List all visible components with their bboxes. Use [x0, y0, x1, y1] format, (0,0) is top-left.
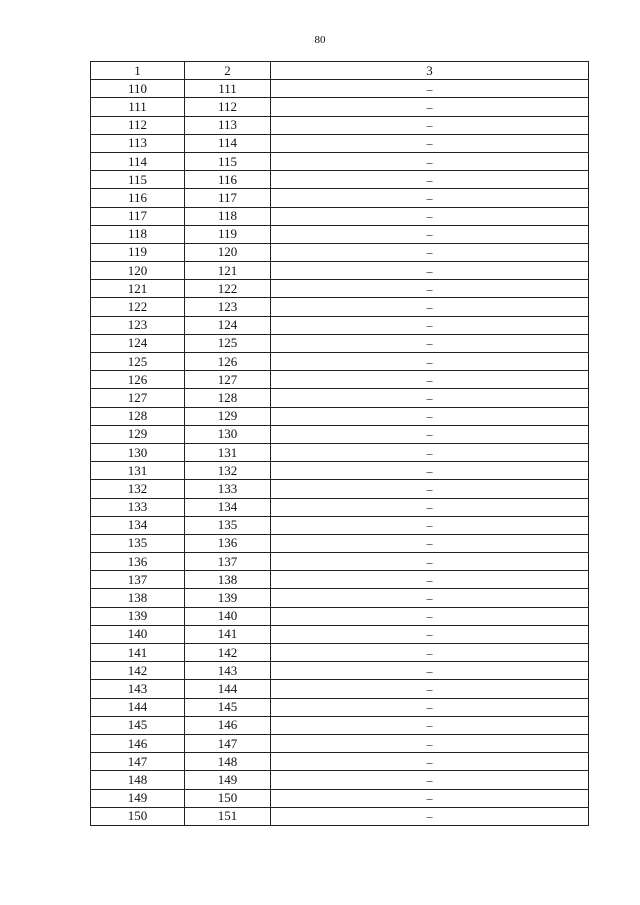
table-row: [91, 498, 589, 516]
table-row: [91, 280, 589, 298]
table-cell-col3: –: [271, 571, 589, 589]
table-cell-col2: 131: [185, 443, 271, 461]
table-cell-col1: 137: [91, 571, 185, 589]
table-cell-col2: 142: [185, 644, 271, 662]
table-cell-col2: 124: [185, 316, 271, 334]
table-cell-col3: –: [271, 425, 589, 443]
table-cell-col2: 113: [185, 116, 271, 134]
table-row: [91, 789, 589, 807]
table-cell-col3: –: [271, 171, 589, 189]
table-cell-col3: –: [271, 262, 589, 280]
table-cell-col1: 110: [91, 80, 185, 98]
table-body: [91, 80, 589, 826]
table-cell-col3: –: [271, 316, 589, 334]
table-cell-col1: 122: [91, 298, 185, 316]
table-row: [91, 534, 589, 552]
table-row: [91, 625, 589, 643]
table-cell-col3: –: [271, 716, 589, 734]
table-cell-col3: –: [271, 553, 589, 571]
table-row: [91, 662, 589, 680]
table-row: [91, 225, 589, 243]
table-cell-col3: –: [271, 589, 589, 607]
table-cell-col3: –: [271, 225, 589, 243]
table-cell-col2: 120: [185, 243, 271, 261]
table-cell-col2: 126: [185, 353, 271, 371]
table-row: [91, 771, 589, 789]
table-cell-col3: –: [271, 334, 589, 352]
table-header-row: [91, 62, 589, 80]
table-row: [91, 407, 589, 425]
table-cell-col2: 129: [185, 407, 271, 425]
table-cell-col2: 146: [185, 716, 271, 734]
table-cell-col1: 133: [91, 498, 185, 516]
table-row: [91, 753, 589, 771]
table-cell-col3: –: [271, 98, 589, 116]
table-cell-col1: 138: [91, 589, 185, 607]
table-cell-col3: –: [271, 462, 589, 480]
table-row: [91, 553, 589, 571]
table-cell-col2: 121: [185, 262, 271, 280]
table-cell-col2: 123: [185, 298, 271, 316]
table-cell-col1: 148: [91, 771, 185, 789]
table-cell-col2: 144: [185, 680, 271, 698]
table-row: [91, 462, 589, 480]
table-cell-col1: 150: [91, 807, 185, 825]
table-row: [91, 316, 589, 334]
table-row: [91, 698, 589, 716]
table-cell-col1: 131: [91, 462, 185, 480]
table-row: [91, 589, 589, 607]
table-row: [91, 443, 589, 461]
table-cell-col1: 124: [91, 334, 185, 352]
table-cell-col2: 138: [185, 571, 271, 589]
table-cell-col2: 132: [185, 462, 271, 480]
table-cell-col1: 118: [91, 225, 185, 243]
table-row: [91, 298, 589, 316]
table-cell-col2: 135: [185, 516, 271, 534]
table-cell-col2: 114: [185, 134, 271, 152]
table-cell-col1: 112: [91, 116, 185, 134]
table-cell-col1: 116: [91, 189, 185, 207]
table-cell-col2: 150: [185, 789, 271, 807]
table-row: [91, 571, 589, 589]
table-cell-col1: 125: [91, 353, 185, 371]
table-row: [91, 243, 589, 261]
table-row: [91, 371, 589, 389]
table-cell-col3: –: [271, 498, 589, 516]
table-cell-col3: –: [271, 353, 589, 371]
table-row: [91, 680, 589, 698]
page-number: 80: [314, 34, 326, 46]
table-cell-col1: 142: [91, 662, 185, 680]
table-cell-col3: –: [271, 662, 589, 680]
table-cell-col2: 119: [185, 225, 271, 243]
column-header-2: 2: [185, 62, 271, 80]
table-cell-col3: –: [271, 771, 589, 789]
table-cell-col1: 141: [91, 644, 185, 662]
table-cell-col3: –: [271, 698, 589, 716]
table-cell-col1: 140: [91, 625, 185, 643]
table-row: [91, 644, 589, 662]
table-cell-col2: 118: [185, 207, 271, 225]
table-cell-col1: 123: [91, 316, 185, 334]
table-cell-col1: 111: [91, 98, 185, 116]
table-cell-col2: 137: [185, 553, 271, 571]
table-cell-col2: 136: [185, 534, 271, 552]
table-row: [91, 334, 589, 352]
table-cell-col1: 127: [91, 389, 185, 407]
table-cell-col1: 119: [91, 243, 185, 261]
table-cell-col2: 122: [185, 280, 271, 298]
table-cell-col3: –: [271, 116, 589, 134]
table-cell-col2: 133: [185, 480, 271, 498]
table-cell-col3: –: [271, 207, 589, 225]
table-cell-col2: 115: [185, 152, 271, 170]
table-cell-col3: –: [271, 407, 589, 425]
table-cell-col2: 134: [185, 498, 271, 516]
table-cell-col2: 147: [185, 734, 271, 752]
table-cell-col2: 139: [185, 589, 271, 607]
table-row: [91, 607, 589, 625]
table-cell-col2: 151: [185, 807, 271, 825]
table-row: [91, 171, 589, 189]
table-cell-col1: 136: [91, 553, 185, 571]
table-cell-col2: 149: [185, 771, 271, 789]
table-row: [91, 389, 589, 407]
table-cell-col3: –: [271, 644, 589, 662]
table-cell-col2: 117: [185, 189, 271, 207]
table-cell-col1: 128: [91, 407, 185, 425]
table-cell-col3: –: [271, 80, 589, 98]
table-cell-col1: 115: [91, 171, 185, 189]
table-cell-col1: 145: [91, 716, 185, 734]
table-cell-col1: 132: [91, 480, 185, 498]
table-cell-col3: –: [271, 534, 589, 552]
column-header-1: 1: [91, 62, 185, 80]
table-cell-col1: 135: [91, 534, 185, 552]
table-cell-col3: –: [271, 680, 589, 698]
table-row: [91, 189, 589, 207]
table-cell-col3: –: [271, 389, 589, 407]
table-cell-col3: –: [271, 480, 589, 498]
table-cell-col3: –: [271, 607, 589, 625]
table-cell-col2: 111: [185, 80, 271, 98]
table-cell-col1: 129: [91, 425, 185, 443]
table-cell-col1: 143: [91, 680, 185, 698]
table-cell-col3: –: [271, 280, 589, 298]
table-row: [91, 207, 589, 225]
table-row: [91, 262, 589, 280]
table-cell-col1: 134: [91, 516, 185, 534]
table-cell-col3: –: [271, 753, 589, 771]
table-cell-col3: –: [271, 298, 589, 316]
table-row: [91, 98, 589, 116]
table-row: [91, 480, 589, 498]
data-table: [90, 61, 589, 826]
table-cell-col1: 117: [91, 207, 185, 225]
table-cell-col2: 116: [185, 171, 271, 189]
table-cell-col3: –: [271, 371, 589, 389]
table-row: [91, 807, 589, 825]
table-cell-col3: –: [271, 516, 589, 534]
table-cell-col2: 148: [185, 753, 271, 771]
table-row: [91, 516, 589, 534]
table-cell-col2: 130: [185, 425, 271, 443]
table-cell-col1: 144: [91, 698, 185, 716]
table-cell-col3: –: [271, 734, 589, 752]
table-cell-col3: –: [271, 152, 589, 170]
table-cell-col1: 130: [91, 443, 185, 461]
table-cell-col2: 127: [185, 371, 271, 389]
table-row: [91, 425, 589, 443]
table-cell-col1: 126: [91, 371, 185, 389]
table-row: [91, 134, 589, 152]
table-cell-col3: –: [271, 243, 589, 261]
table-cell-col2: 125: [185, 334, 271, 352]
table-cell-col1: 114: [91, 152, 185, 170]
table-cell-col2: 128: [185, 389, 271, 407]
table-cell-col1: 120: [91, 262, 185, 280]
table-cell-col1: 113: [91, 134, 185, 152]
table-cell-col1: 121: [91, 280, 185, 298]
column-header-3: 3: [271, 62, 589, 80]
table-cell-col2: 143: [185, 662, 271, 680]
table-row: [91, 353, 589, 371]
table-row: [91, 734, 589, 752]
table-row: [91, 152, 589, 170]
table-cell-col1: 146: [91, 734, 185, 752]
table-cell-col3: –: [271, 134, 589, 152]
table-row: [91, 116, 589, 134]
table-row: [91, 80, 589, 98]
table-row: [91, 716, 589, 734]
table-cell-col1: 139: [91, 607, 185, 625]
table-cell-col1: 147: [91, 753, 185, 771]
table-cell-col2: 112: [185, 98, 271, 116]
table-cell-col2: 145: [185, 698, 271, 716]
table-cell-col3: –: [271, 443, 589, 461]
table-cell-col3: –: [271, 807, 589, 825]
table-cell-col2: 141: [185, 625, 271, 643]
table-cell-col3: –: [271, 789, 589, 807]
table-cell-col3: –: [271, 189, 589, 207]
table-cell-col3: –: [271, 625, 589, 643]
table-cell-col2: 140: [185, 607, 271, 625]
table-cell-col1: 149: [91, 789, 185, 807]
